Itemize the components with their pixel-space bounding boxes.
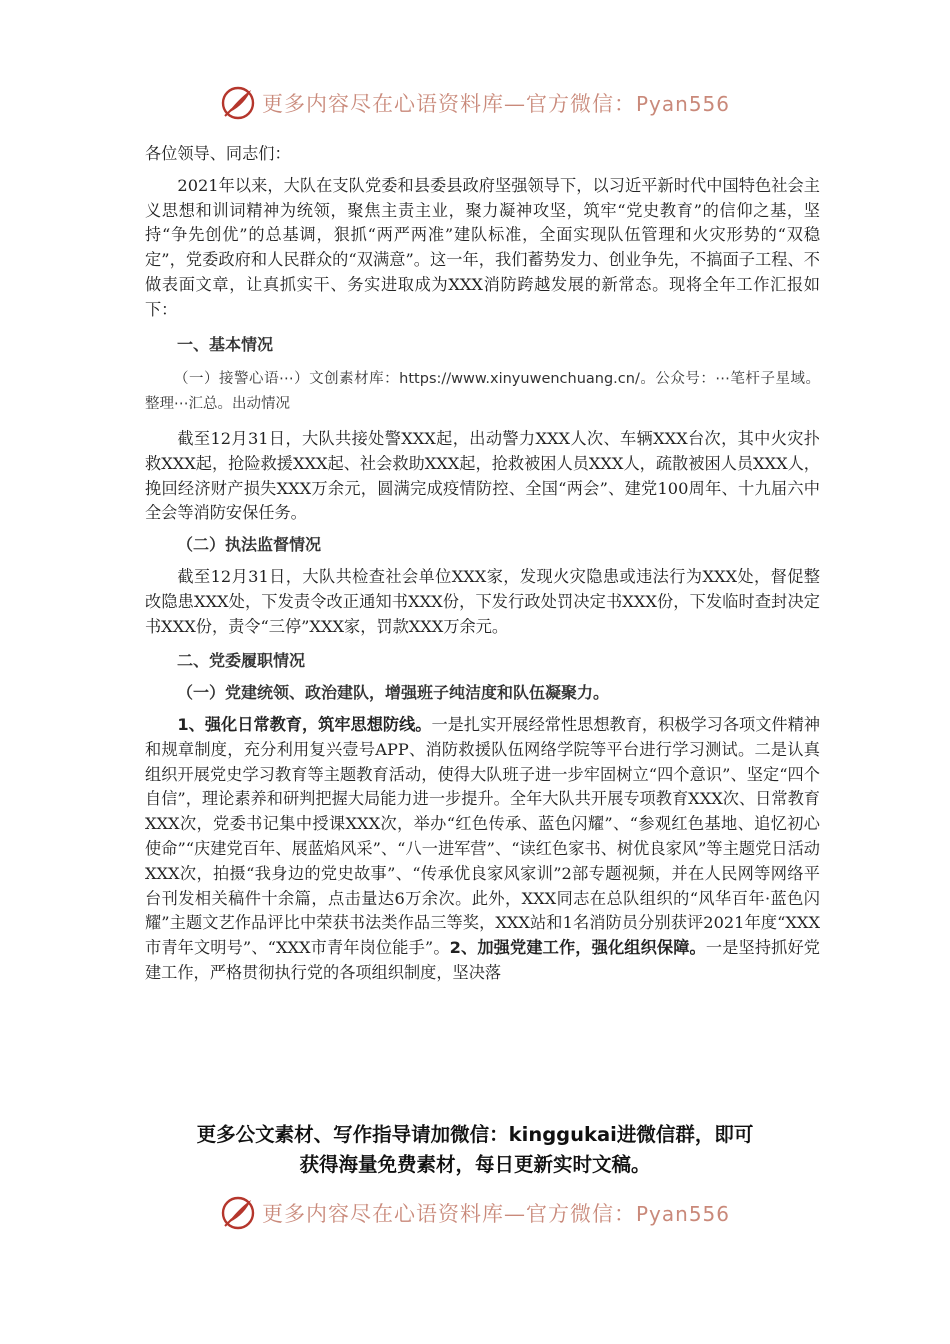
salutation: 各位领导、同志们： bbox=[145, 144, 291, 163]
footer-banner bbox=[0, 1190, 950, 1236]
section-1-subtitle-2: （二）执法监督情况 bbox=[177, 535, 322, 555]
quill-logo-icon bbox=[220, 85, 256, 121]
intro-paragraph: 2021年以来，大队在支队党委和县委县政府坚强领导下，以习近平新时代中国特色社会主义思想和训词精神为统领，聚焦主责主业，聚力凝神攻坚，筑牢“党史教育”的信仰之基，坚持“争先创优”的总基调，狠抓“两严两准”建队标准，全面实现队伍管理和火灾形势的“双稳定”，党委政府和人民群众的“双满意”。这一年，我们蓄势发力、创业争先，不搞面子工程、不做表面文章，让真抓实干、务实进取成为XXX消防跨越发展的新常态。现将全年工作汇报如下： bbox=[145, 175, 820, 319]
banner-text: 更多内容尽在心语资料库—官方微信：Pyan556 bbox=[261, 1202, 730, 1226]
section-1-title: 一、基本情况 bbox=[177, 334, 274, 354]
banner-handle: Pyan556 bbox=[635, 92, 730, 116]
promo-line-1: 更多公文素材、写作指导请加微信：kinggukai进微信群，即可 bbox=[196, 1123, 754, 1146]
item-2-body: 一是坚持抓好党建工作，严格贯彻执行党的各项组织制度，坚决落 bbox=[145, 938, 820, 982]
section-2-title: 二、党委履职情况 bbox=[177, 651, 306, 671]
header-banner bbox=[0, 80, 950, 126]
section-1-paragraph-1: 截至12月31日，大队共接处警XXX起，出动警力XXX人次、车辆XXX台次，其中火灾扑救XXX起，抢险救援XXX起、社会救助XXX起，抢救被困人员XXX人，疏散被困人员XXX人，挽回经济财产损失XXX万余元，圆满完成疫情防控、全国“两会”、建党100周年、十九届六中全会等消防安保任务。 bbox=[145, 428, 820, 523]
item-2-title: 2、加强党建工作，强化组织保障。 bbox=[449, 938, 706, 958]
promo-notice bbox=[130, 1120, 820, 1180]
item-1-body: 一是扎实开展经常性思想教育，积极学习各项文件精神和规章制度，充分利用复兴壹号APP、消防救援队伍网络学院等平台进行学习测试。二是认真组织开展党史学习教育等主题教育活动，使得大队班子进一步牢固树立“四个意识”、坚定“四个自信”，理论素养和研判把握大局能力进一步提升。全年大队共开展专项教育XXX次、日常教育XXX次，党委书记集中授课XXX次，举办“红色传承、蓝色闪耀”、“参观红色基地、追忆初心使命”“庆建党百年、展蓝焰风采”、“八一进军营”、“读红色家书、树优良家风”等主题党日活动XXX次，拍摄“我身边的党史故事”、“传承优良家风家训”2部专题视频，并在人民网等网络平台刊发相关稿件十余篇，点击量达6万余次。此外，XXX同志在总队组织的“风华百年·蓝色闪耀”主题文艺作品评比中荣获书法类作品三等奖，XXX站和1名消防员分别获评2021年度“XXX市青年文明号”、“XXX市青年岗位能手”。 bbox=[145, 714, 821, 958]
promo-line-2: 获得海量免费素材，每日更新实时文稿。 bbox=[299, 1153, 651, 1176]
banner-handle: Pyan556 bbox=[635, 1202, 730, 1226]
section-2-paragraph-1 bbox=[145, 713, 820, 986]
quill-logo-icon bbox=[220, 1195, 256, 1231]
section-2-subtitle-1: （一）党建统领、政治建队，增强班子纯洁度和队伍凝聚力。 bbox=[177, 683, 610, 703]
section-1-subtitle-1: （一）接警心语⋯）文创素材库：https://www.xinyuwenchuang.cn/。公众号：⋯笔杆子星域。整理⋯汇总。出动情况 bbox=[145, 371, 820, 413]
banner-text: 更多内容尽在心语资料库—官方微信：Pyan556 bbox=[261, 92, 730, 116]
section-1-paragraph-2: 截至12月31日，大队共检查社会单位XXX家，发现火灾隐患或违法行为XXX处，督促整改隐患XXX处，下发责令改正通知书XXX份，下发行政处罚决定书XXX份，下发临时查封决定书XXX份，责令“三停”XXX家，罚款XXX万余元。 bbox=[145, 566, 820, 636]
item-1-title: 1、强化日常教育，筑牢思想防线。 bbox=[177, 714, 432, 734]
document-body bbox=[145, 142, 820, 986]
